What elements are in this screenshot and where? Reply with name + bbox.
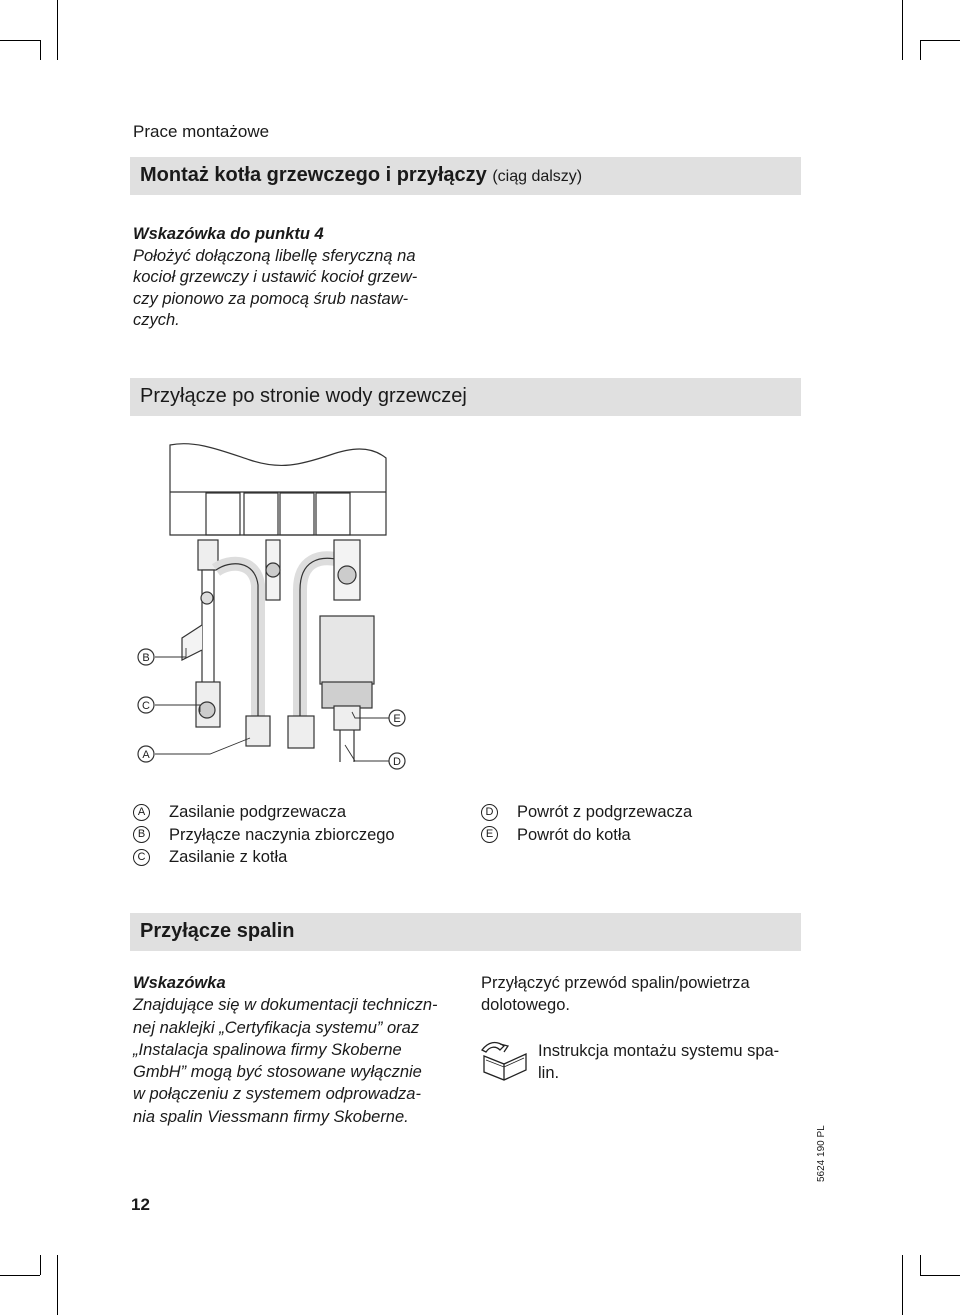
legend-left <box>133 801 395 869</box>
crop-mark <box>902 0 903 60</box>
note-line: Położyć dołączoną libellę sferyczną na <box>133 246 416 265</box>
crop-mark <box>902 1255 903 1315</box>
legend-key: D <box>481 804 498 821</box>
running-header: Prace montażowe <box>133 122 270 141</box>
flue-note-line: „Instalacja spalinowa firmy Skoberne <box>133 1040 402 1059</box>
flue-instruction <box>481 972 801 1017</box>
legend-item <box>481 824 692 847</box>
flue-instruction-line: Przyłączyć przewód spalin/powietrza <box>481 974 750 992</box>
legend-right <box>481 801 692 846</box>
section-heading-water: Przyłącze po stronie wody grzewczej <box>130 378 801 416</box>
document-code: 5624 190 PL <box>816 1125 827 1182</box>
legend-text: Powrót do kotła <box>517 825 631 844</box>
legend-item <box>133 846 395 869</box>
flue-note-heading: Wskazówka <box>133 974 226 992</box>
crop-mark <box>57 0 58 60</box>
legend-text: Zasilanie podgrzewacza <box>169 803 347 821</box>
legend-key: E <box>481 826 498 843</box>
callout-c: C <box>142 700 150 712</box>
legend-text: Zasilanie z kotła <box>169 848 288 866</box>
callout-a: A <box>142 749 150 761</box>
legend-item <box>133 801 395 824</box>
reference-line: Instrukcja montażu systemu spa- <box>538 1042 780 1060</box>
callout-e: E <box>393 713 401 725</box>
flue-note <box>133 972 468 1128</box>
page-title <box>130 157 801 195</box>
note-line: czy pionowo za pomocą śrub nastaw- <box>133 289 409 308</box>
legend-text: Powrót z podgrzewacza <box>517 803 693 821</box>
book-reference-icon <box>478 1036 532 1084</box>
callout-b: B <box>142 652 150 664</box>
note-line: czych. <box>133 311 180 329</box>
note-line: kocioł grzewczy i ustawić kocioł grzew- <box>133 268 418 286</box>
flue-note-line: nej naklejki „Certyfikacja systemu” oraz <box>133 1018 420 1037</box>
crop-mark <box>920 40 921 60</box>
crop-mark <box>920 1255 921 1275</box>
crop-mark <box>40 40 41 60</box>
legend-item <box>133 824 395 847</box>
water-connection-diagram <box>120 430 420 790</box>
legend-item <box>481 801 692 824</box>
note-point-4 <box>133 224 463 332</box>
legend-text: Przyłącze naczynia zbiorczego <box>169 825 395 844</box>
crop-mark <box>0 1275 40 1276</box>
crop-mark <box>920 40 960 41</box>
callout-d: D <box>393 756 401 768</box>
legend-key: A <box>133 804 150 821</box>
legend-key: C <box>133 849 150 866</box>
page-title-main: Montaż kotła grzewczego i przyłączy <box>140 164 487 186</box>
crop-mark <box>0 40 40 41</box>
crop-mark <box>40 1255 41 1275</box>
flue-note-line: w połączeniu z systemem odprowadza- <box>133 1085 421 1104</box>
page-number: 12 <box>131 1195 150 1214</box>
flue-note-line: Znajdujące się w dokumentacji techniczn- <box>133 996 438 1015</box>
crop-mark <box>920 1275 960 1276</box>
reference-line: lin. <box>538 1064 560 1083</box>
flue-instruction-line: dolotowego. <box>481 996 570 1015</box>
crop-mark <box>57 1255 58 1315</box>
section-heading-flue: Przyłącze spalin <box>130 913 801 951</box>
note-heading: Wskazówka do punktu 4 <box>133 225 324 243</box>
reference-text <box>538 1040 800 1085</box>
flue-note-line: nia spalin Viessmann firmy Skoberne. <box>133 1107 409 1126</box>
flue-note-line: GmbH” mogą być stosowane wyłącznie <box>133 1063 422 1082</box>
legend-key: B <box>133 826 150 843</box>
page-title-continued: (ciąg dalszy) <box>492 168 583 185</box>
